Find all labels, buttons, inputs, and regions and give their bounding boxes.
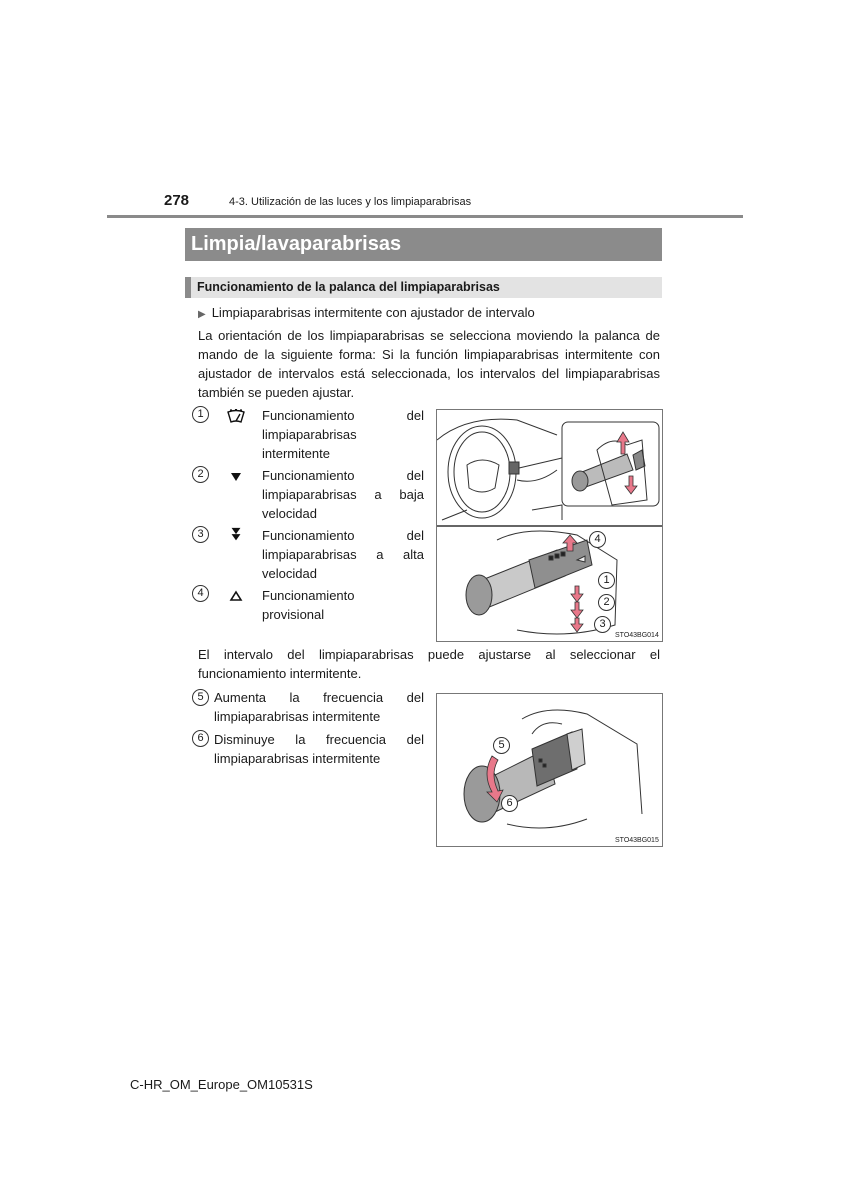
high-speed-icon (226, 527, 246, 543)
adjust-number-6: 6 (192, 730, 209, 747)
figure-code: STO43BG015 (615, 837, 659, 844)
breadcrumb: 4-3. Utilización de las luces y los limpiaparabrisas (229, 196, 472, 208)
mode-text-line: velocidad (262, 566, 317, 581)
interval-adjust-illustration (437, 694, 662, 846)
interval-paragraph (198, 645, 660, 683)
intro-line: La orientación de los limpiaparabrisas se selecciona moviendo la palanca de (198, 328, 660, 343)
adjust-text-line: limpiaparabrisas intermitente (214, 751, 381, 766)
mode-text-line: Funcionamiento del (262, 468, 424, 483)
mode-text-line: Funcionamiento (262, 588, 355, 603)
adjust-description-5 (214, 688, 424, 726)
mode-description-3 (262, 526, 424, 583)
intro-line: ajustador de intervalos está seleccionada, los intervalos del limpiaparabrisas (198, 366, 660, 381)
adjust-text-line: limpiaparabrisas intermitente (214, 709, 381, 724)
document-code: C-HR_OM_Europe_OM10531S (130, 1077, 313, 1092)
mode-text-line: intermitente (262, 446, 330, 461)
mode-text-line: provisional (262, 607, 325, 622)
interval-adjust-figure (436, 693, 663, 847)
figure-label-1: 1 (598, 572, 615, 589)
mode-text-line: Funcionamiento del (262, 408, 424, 423)
wiper-lever-figure (436, 409, 663, 642)
header-divider (107, 215, 743, 218)
mode-number-3: 3 (192, 526, 209, 543)
mode-text-line: limpiaparabrisas a baja (262, 487, 424, 502)
mode-number-2: 2 (192, 466, 209, 483)
intro-paragraph (198, 326, 660, 402)
intermittent-wiper-icon (226, 409, 246, 425)
adjust-text-line: Disminuye la frecuencia del (214, 732, 424, 747)
mode-description-4 (262, 586, 424, 624)
interval-line: funcionamiento intermitente. (198, 666, 362, 681)
temporary-operation-icon (226, 589, 246, 605)
bullet-triangle-icon: ▶ (198, 309, 206, 320)
bullet-text: Limpiaparabrisas intermitente con ajustador de intervalo (211, 305, 535, 320)
mode-text-line: limpiaparabrisas (262, 427, 357, 442)
mode-number-1: 1 (192, 406, 209, 423)
adjust-text-line: Aumenta la frecuencia del (214, 690, 424, 705)
mode-text-line: velocidad (262, 506, 317, 521)
adjust-number-5: 5 (192, 689, 209, 706)
bullet-item (198, 305, 535, 320)
figure-label-3: 3 (594, 616, 611, 633)
figure-label-4: 4 (589, 531, 606, 548)
figure-label-5: 5 (493, 737, 510, 754)
figure-code: STO43BG014 (615, 632, 659, 639)
section-title: Limpia/lavaparabrisas (185, 228, 662, 261)
mode-description-2 (262, 466, 424, 523)
mode-text-line: limpiaparabrisas a alta (262, 547, 424, 562)
mode-text-line: Funcionamiento del (262, 528, 424, 543)
mode-description-1 (262, 406, 424, 463)
intro-line: también se pueden ajustar. (198, 385, 355, 400)
interval-line: El intervalo del limpiaparabrisas puede ajustarse al seleccionar el (198, 647, 660, 662)
figure-label-6: 6 (501, 795, 518, 812)
adjust-description-6 (214, 730, 424, 768)
subsection-title: Funcionamiento de la palanca del limpiaparabrisas (185, 277, 662, 298)
figure-label-2: 2 (598, 594, 615, 611)
page-number: 278 (164, 192, 190, 209)
mode-number-4: 4 (192, 585, 209, 602)
intro-line: mando de la siguiente forma: Si la función limpiaparabrisas intermitente con (198, 347, 660, 362)
wiper-lever-illustration (437, 410, 662, 641)
low-speed-icon (226, 470, 246, 486)
